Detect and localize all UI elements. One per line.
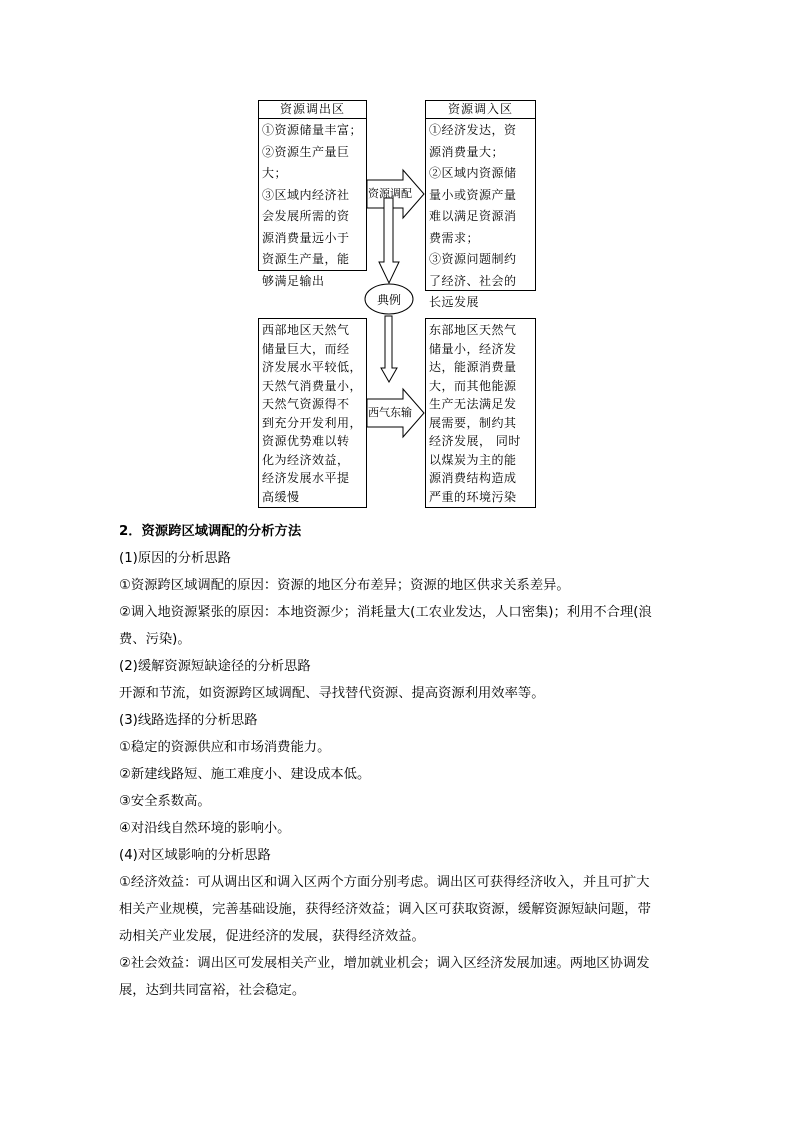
out-region-box [258,100,367,288]
out-region-line: 会发展所需的资 [262,209,350,223]
ellipse-label-example: 典例 [376,293,401,307]
west-example-line: 化为经济效益， [262,452,350,467]
text-line: (3)线路选择的分析思路 [119,713,258,728]
out-region-title: 资源调出区 [259,101,366,119]
analysis-text [119,518,699,1004]
out-region-line: 大； [262,166,288,180]
out-region-line: ②资源生产量巨 [262,144,350,159]
west-example-line: 济发展水平较低， [262,360,363,374]
text-line: 相关产业规模，完善基础设施，获得经济效益；调入区可获取资源，缓解资源短缺问题，带 [119,902,651,917]
down-arrow [379,198,399,283]
east-example-line: 东部地区天然气 [429,323,517,337]
west-example-line: 经济发展水平提 [262,471,350,485]
text-line: ②社会效益：调出区可发展相关产业，增加就业机会；调入区经济发展加速。两地区协调发 [119,956,650,971]
section-heading: 2．资源跨区域调配的分析方法 [119,524,302,539]
west-example-line: 储量巨大，而经 [262,341,350,356]
text-line: (4)对区域影响的分析思路 [119,848,271,863]
east-example-line: 源消费结构造成 [429,471,517,485]
text-line: 动相关产业发展，促进经济的发展，获得经济效益。 [119,929,425,944]
in-region-line: 难以满足资源消 [429,209,517,223]
in-region-title: 资源调入区 [426,101,535,119]
east-example-body [426,319,535,506]
in-region-line: 费需求； [429,230,480,245]
text-line: ①资源跨区域调配的原因：资源的地区分布差异；资源的地区供求关系差异。 [119,578,570,593]
text-line: 展，达到共同富裕，社会稳定。 [119,983,306,998]
east-example-line: 达，能源消费量 [429,360,517,374]
text-line: 开源和节流，如资源跨区域调配、寻找替代资源、提高资源利用效率等。 [119,686,545,701]
in-region-line: 了经济、社会的 [429,273,517,288]
out-region-line: 资源生产量，能 [262,252,350,266]
east-example-line: 生产无法满足发 [429,397,517,411]
east-example-line: 经济发展， 同时 [429,434,521,448]
out-region-line: ①资源储量丰富； [262,123,363,137]
arrow-label-west-east-gas: 西气东输 [368,406,412,419]
in-region-line: ③资源问题制约 [429,252,517,266]
in-region-line: 量小或资源产量 [429,187,517,202]
east-example-line: 以煤炭为主的能 [429,452,517,467]
out-region-line: ③区域内经济社 [262,187,350,202]
text-line: 费、污染)。 [119,632,191,647]
in-region-box [425,100,536,309]
text-line: ③安全系数高。 [119,794,211,809]
west-example-line: 天然气资源得不 [262,397,350,411]
in-region-line: 长远发展 [429,295,480,309]
text-line: ①稳定的资源供应和市场消费能力。 [119,740,331,755]
text-line: (2)缓解资源短缺途径的分析思路 [119,659,311,674]
west-example-line: 高缓慢 [262,489,300,504]
out-region-body [259,119,366,292]
east-example-box [425,318,536,508]
west-example-body [259,319,366,506]
east-example-line: 严重的环境污染 [429,489,517,504]
in-region-line: 源消费量大； [429,144,505,159]
in-region-line: ①经济发达，资 [429,123,517,137]
text-line: (1)原因的分析思路 [119,551,231,566]
in-region-body [426,119,535,314]
east-example-line: 展需要，制约其 [429,415,517,430]
west-example-line: 资源优势难以转 [262,434,350,448]
east-example-line: 大，而其他能源 [429,378,517,393]
out-region-line: 源消费量远小于 [262,230,350,245]
text-line: ①经济效益：可从调出区和调入区两个方面分别考虑。调出区可获得经济收入，并且可扩大 [119,875,650,890]
down-arrow-lower [381,316,397,382]
out-region-line: 够满足输出 [262,273,325,288]
east-example-line: 储量小，经济发 [429,341,517,356]
in-region-line: ②区域内资源储 [429,166,517,180]
text-line: ④对沿线自然环境的影响小。 [119,821,291,836]
text-line: ②调入地资源紧张的原因：本地资源少；消耗量大(工农业发达，人口密集)；利用不合理(浪 [119,605,652,620]
west-example-line: 西部地区天然气 [262,323,350,337]
arrow-label-allocation: 资源调配 [368,187,412,200]
west-example-line: 天然气消费量小， [262,378,363,393]
text-line: ②新建线路短、施工难度小、建设成本低。 [119,767,371,782]
west-example-box [258,318,367,508]
west-example-line: 到充分开发利用， [262,415,363,430]
